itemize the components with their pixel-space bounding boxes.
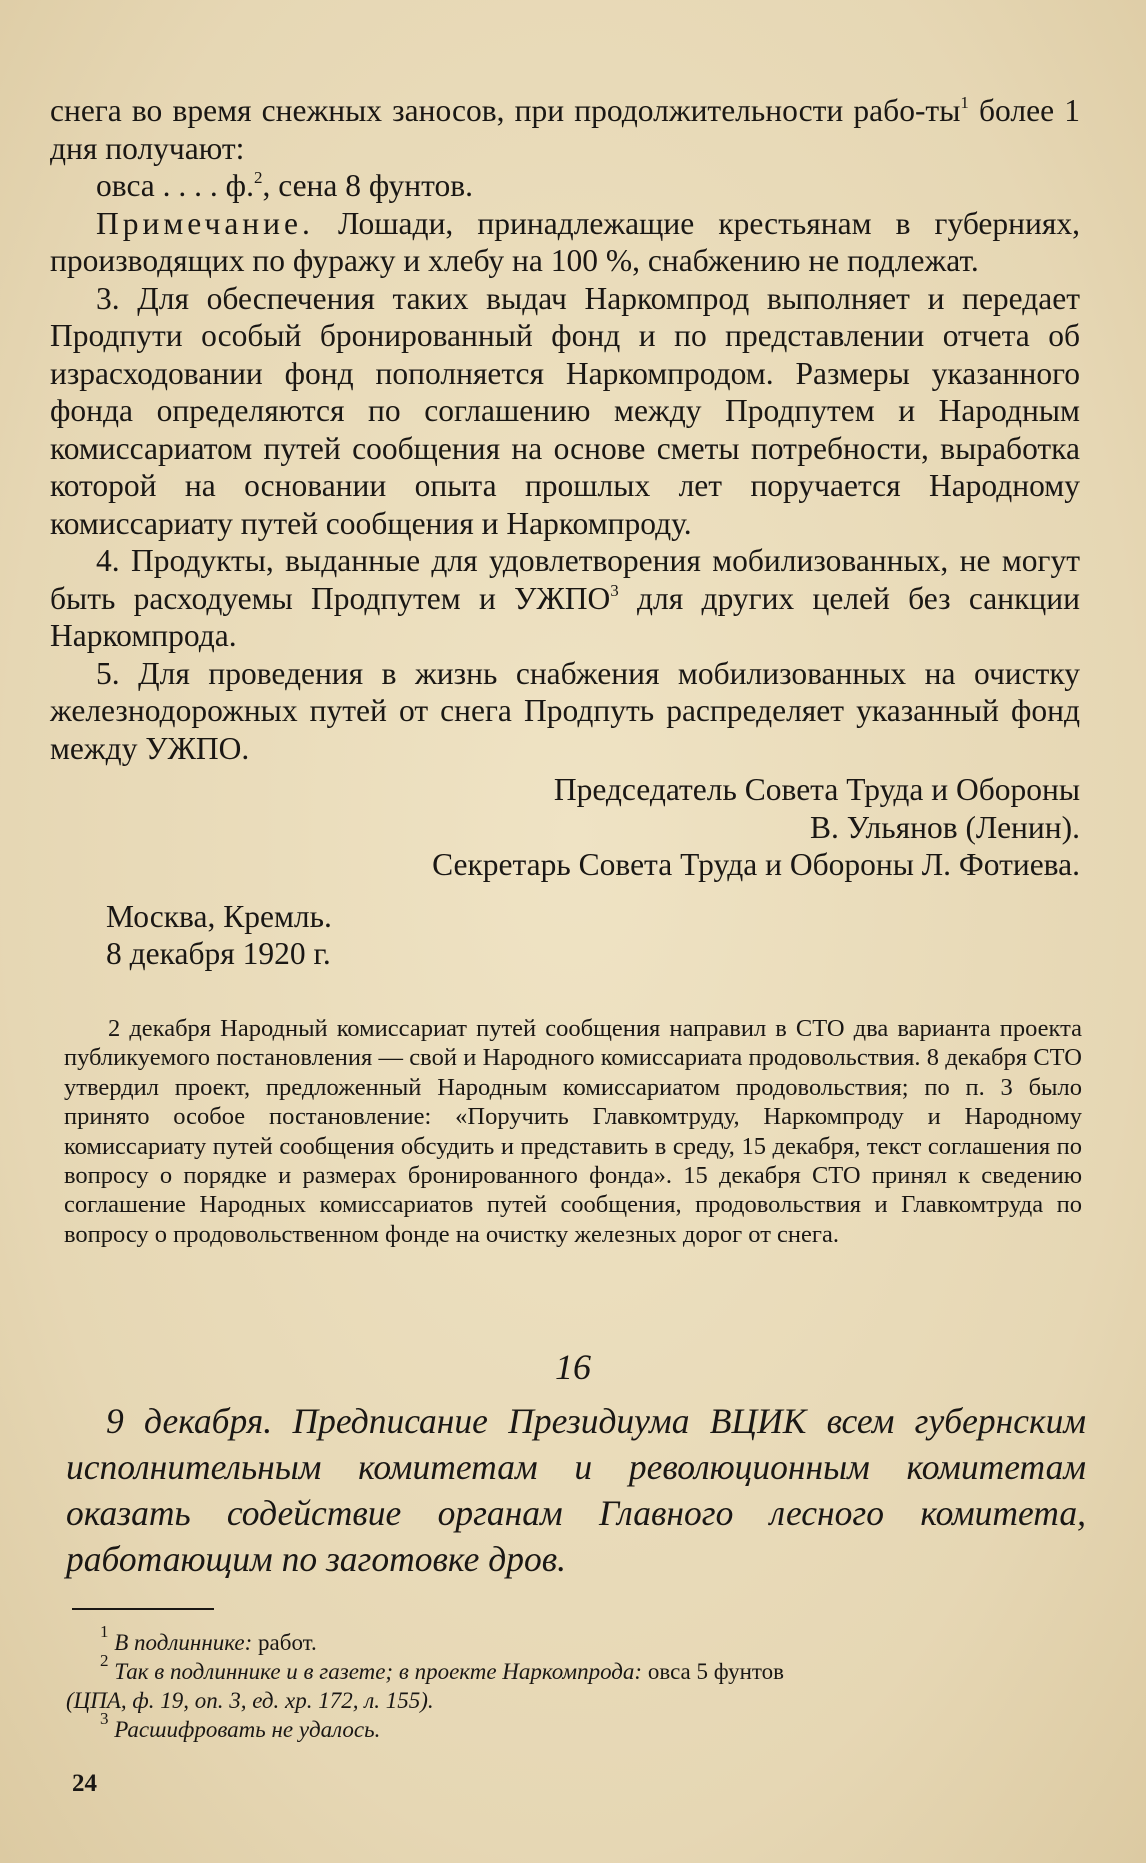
footnote-text: работ. [252, 1630, 317, 1655]
footnote-divider [72, 1608, 214, 1610]
text-span: овса . . . . ф. [96, 168, 254, 203]
footnote-3 [100, 1709, 1092, 1744]
paragraph-1 [50, 92, 1080, 167]
editorial-note-text: 2 декабря Народный комиссариат путей сообщения направил в СТО два варианта проекта публикуемого постановления — свой и Народного комиссариата продовольствия. 8 декабря СТО утвердил проект, предложенный Народным комиссариатом продовольствия; по п. 3 было принято особое постановление: «Поручить Главкомтруду, Наркомпроду и Народному комиссариату путей сообщения обсудить и представить в среду, 15 декабря, текст соглашения по вопросу о порядке и размерах бронированного фонда». 15 декабря СТО принял к сведению соглашение Народных комиссариатов путей сообщения, продовольствия и Главкомтруда по вопросу о продовольственном фонде на очистку железных дорог от снега. [64, 1015, 1082, 1248]
note-paragraph [50, 205, 1080, 280]
item-3: 3. Для обеспечения таких выдач Наркомпрод выполняет и передает Продпути особый бронированный фонд и по представлении отчета об израсходовании фонд пополняется Наркомпродом. Размеры указанного фонда определяются по соглашению между Продпутем и Народным комиссариатом путей сообщения на основе сметы потребности, выработка которой на основании опыта прошлых лет поручается Народному комиссариату путей сообщения и Наркомпроду. [50, 280, 1080, 541]
footnote-ref-1: 1 [960, 93, 969, 112]
footnote-1 [100, 1622, 1092, 1657]
document-heading-text: 9 декабря. Предписание Президиума ВЦИК всем губернским исполнительным комитетам и революционным комитетам оказать содействие органам Главного лесного комитета, работающим по заготовке дров. [66, 1401, 1086, 1579]
footnote-italic: Так в подлиннике и в газете; в проекте Наркомпрода: [114, 1659, 643, 1684]
text-span: , сена 8 фунтов. [262, 168, 473, 203]
footnote-number: 3 [100, 1709, 109, 1728]
document-heading [66, 1398, 1086, 1582]
signature-block [50, 771, 1080, 884]
text-span: более 1 дня получают: [50, 93, 1080, 166]
footnotes [66, 1622, 1092, 1744]
item-4 [50, 542, 1080, 655]
footnote-2 [100, 1651, 1092, 1686]
chair-title: Председатель Совета Труда и Обороны [553, 772, 1080, 807]
footnote-italic: Расшифровать не удалось. [114, 1717, 381, 1742]
date: 8 декабря 1920 г. [106, 936, 331, 971]
note-label: Примечание. [96, 205, 314, 241]
footnote-2-continuation: (ЦПА, ф. 19, оп. 3, ед. хр. 172, л. 155). [66, 1688, 434, 1713]
item-5: 5. Для проведения в жизнь снабжения мобилизованных на очистку железнодорожных путей от снега Продпуть распределяет указанный фонд между УЖПО. [50, 655, 1080, 766]
text-span: для других целей без санкции Наркомпрода. [50, 580, 1080, 653]
place-date [50, 898, 1080, 973]
place: Москва, Кремль. [106, 898, 332, 934]
footnote-text: овса 5 фунтов [642, 1659, 785, 1684]
paragraph-2 [50, 167, 1080, 205]
footnote-number: 2 [100, 1651, 109, 1670]
footnote-italic: В подлиннике: [114, 1630, 253, 1655]
editorial-note [64, 1014, 1082, 1249]
text-span: 4. Продукты, выданные для удовлетворения мобилизованных, не могут быть расходуемы Продпутем и УЖПО [50, 543, 1080, 616]
text-span: Лошади, принадлежащие крестьянам в губерниях, производящих по фуражу и хлебу на 100 %, снабжению не подлежат. [50, 205, 1080, 278]
text-span: снега во время снежных заносов, при продолжительности рабо-ты [50, 93, 961, 128]
footnote-number: 1 [100, 1622, 109, 1641]
secretary-line: Секретарь Совета Труда и Обороны Л. Фотиева. [432, 847, 1080, 882]
page-number: 24 [72, 1770, 97, 1797]
document-number: 16 [555, 1347, 591, 1387]
chair-name: В. Ульянов (Ленин). [810, 809, 1080, 845]
footnote-ref-3: 3 [610, 580, 619, 600]
decree-text [50, 92, 1080, 973]
footnote-ref-2: 2 [253, 168, 263, 187]
